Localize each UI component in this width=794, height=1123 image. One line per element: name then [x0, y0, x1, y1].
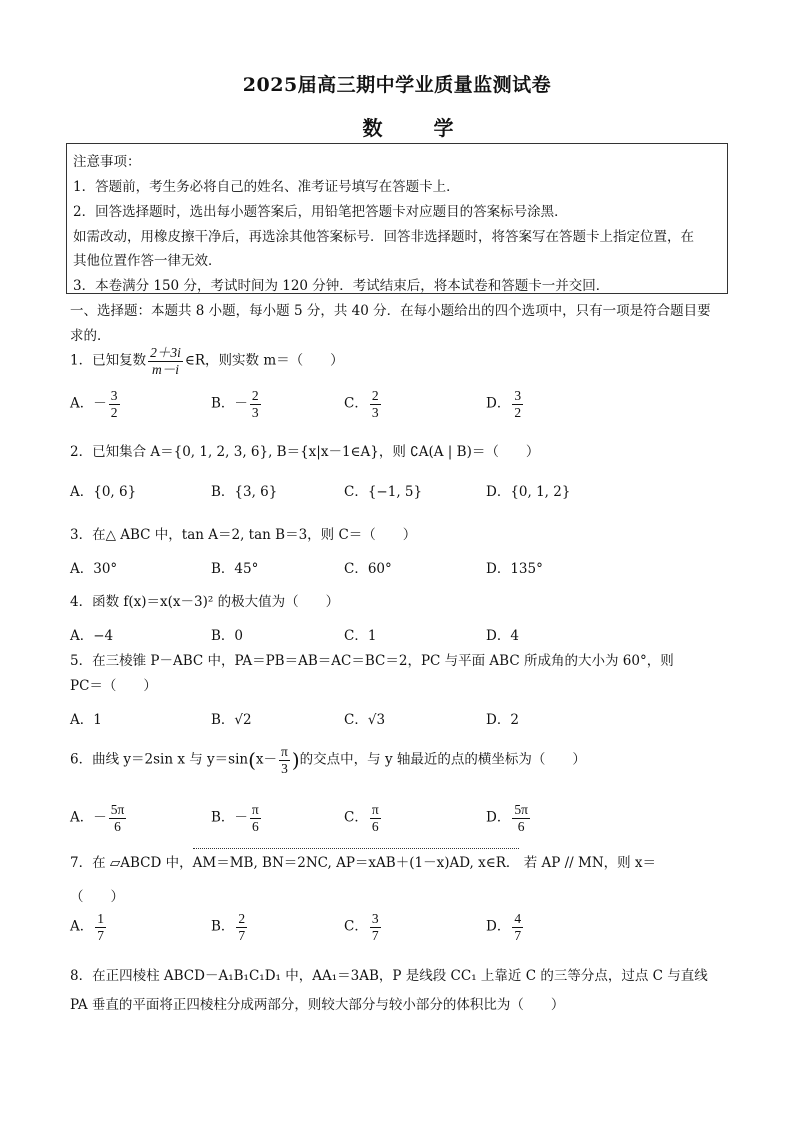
q5-option-a[interactable]: A．1 — [70, 712, 102, 728]
q4-option-c[interactable]: C．1 — [344, 628, 377, 644]
q6-option-a[interactable]: A．－ $\frac{5\pi}{6}$ — [70, 802, 125, 834]
q7-option-b[interactable]: B． $\frac{2}{7}$ — [211, 911, 246, 943]
q2-option-b[interactable]: B．{3, 6} — [211, 484, 278, 500]
q4-option-a[interactable]: A．−4 — [70, 628, 114, 644]
q3-option-a[interactable]: A．30° — [70, 561, 118, 577]
exam-title: 2025届高三期中学业质量监测试卷 — [242, 74, 552, 96]
question-8-cont: PA 垂直的平面将正四棱柱分成两部分，则较大部分与较小部分的体积比为（ ） — [70, 997, 565, 1013]
q2-option-a[interactable]: A．{0, 6} — [70, 484, 137, 500]
q5-option-c[interactable]: C．√3 — [344, 712, 386, 728]
notice-item: 2．回答选择题时，选出每小题答案后，用铅笔把答题卡对应题目的答案标号涂黑． — [73, 204, 568, 220]
q1-option-d[interactable]: D． $\frac{3}{2}$ — [486, 388, 522, 420]
q3-option-b[interactable]: B．45° — [211, 561, 259, 577]
q6-option-d[interactable]: D． $\frac{5\pi}{6}$ — [486, 802, 528, 834]
q6-option-b[interactable]: B．－ $\frac{\pi}{6}$ — [211, 802, 259, 834]
question-2: 2．已知集合 A＝{0, 1, 2, 3, 6}, B＝{x|x－1∈A}，则 ∁A(A | B)＝（ ） — [70, 444, 540, 460]
question-3: 3．在△ ABC 中，tan A＝2, tan B＝3，则 C＝（ ） — [70, 527, 417, 543]
question-7-cont: （ ） — [70, 889, 124, 905]
q5-option-b[interactable]: B．√2 — [211, 712, 252, 728]
question-5: 5．在三棱锥 P－ABC 中，PA＝PB＝AB＝AC＝BC＝2，PC 与平面 ABC 所成角的大小为 60°，则 — [70, 653, 674, 669]
q3-option-c[interactable]: C．60° — [344, 561, 392, 577]
notice-item: 其他位置作答一律无效． — [73, 253, 222, 269]
notice-box — [66, 143, 728, 294]
notice-item: 1．答题前，考生务必将自己的姓名、准考证号填写在答题卡上． — [73, 179, 460, 195]
q1-fraction: $\frac{2+3i}{m-i}$ — [150, 345, 181, 377]
q7-option-a[interactable]: A． $\frac{1}{7}$ — [70, 911, 104, 943]
notice-item: 如需改动，用橡皮擦干净后，再选涂其他答案标号．回答非选择题时，将答案写在答题卡上指定位置，在 — [73, 229, 694, 245]
q1-option-c[interactable]: C． $\frac{2}{3}$ — [344, 388, 379, 420]
q7-option-d[interactable]: D． $\frac{4}{7}$ — [486, 911, 522, 943]
subject-title: 数 学 — [362, 116, 476, 140]
question-7: 7．在 ▱ABCD 中，AM＝MB, BN＝2NC, AP＝xAB＋(1－x)AD, x∈R． 若 AP // MN，则 x＝ — [70, 851, 656, 871]
q2-option-d[interactable]: D．{0, 1, 2} — [486, 484, 571, 500]
question-8: 8．在正四棱柱 ABCD－A₁B₁C₁D₁ 中，AA₁＝3AB，P 是线段 CC₁ 上靠近 C 的三等分点，过点 C 与直线 — [70, 968, 708, 984]
q5-option-d[interactable]: D．2 — [486, 712, 519, 728]
q4-option-b[interactable]: B．0 — [211, 628, 244, 644]
notice-item: 3．本卷满分 150 分，考试时间为 120 分钟．考试结束后，将本试卷和答题卡一并交回． — [73, 278, 610, 294]
q1-option-a[interactable]: A．－ $\frac{3}{2}$ — [70, 388, 118, 420]
q3-option-d[interactable]: D．135° — [486, 561, 543, 577]
q1-tail: m＝（ ） — [263, 352, 344, 369]
question-6: 6．曲线 y＝2sin x 与 y＝sin(x－ $\frac{\pi}{3}$ )的交点中，与 y 轴最近的点的横坐标为（ ） — [70, 744, 586, 776]
question-1 — [70, 345, 344, 377]
q4-option-d[interactable]: D．4 — [486, 628, 519, 644]
q6-option-c[interactable]: C． $\frac{\pi}{6}$ — [344, 802, 379, 834]
q2-option-c[interactable]: C．{−1, 5} — [344, 484, 423, 500]
section-heading: 一、选择题：本题共 8 小题，每小题 5 分，共 40 分．在每小题给出的四个选项中，只有一项是符合题目要 — [70, 303, 711, 319]
section-heading-cont: 求的． — [70, 328, 111, 344]
question-5-cont: PC＝（ ） — [70, 678, 157, 694]
q1-mid: ∈R，则实数 — [184, 352, 260, 369]
q1-option-b[interactable]: B．－ $\frac{2}{3}$ — [211, 388, 259, 420]
notice-heading: 注意事项： — [73, 154, 141, 170]
q7-option-c[interactable]: C． $\frac{3}{7}$ — [344, 911, 379, 943]
q1-prefix: 1．已知复数 — [70, 352, 147, 369]
question-4: 4．函数 f(x)＝x(x－3)² 的极大值为（ ） — [70, 594, 340, 610]
